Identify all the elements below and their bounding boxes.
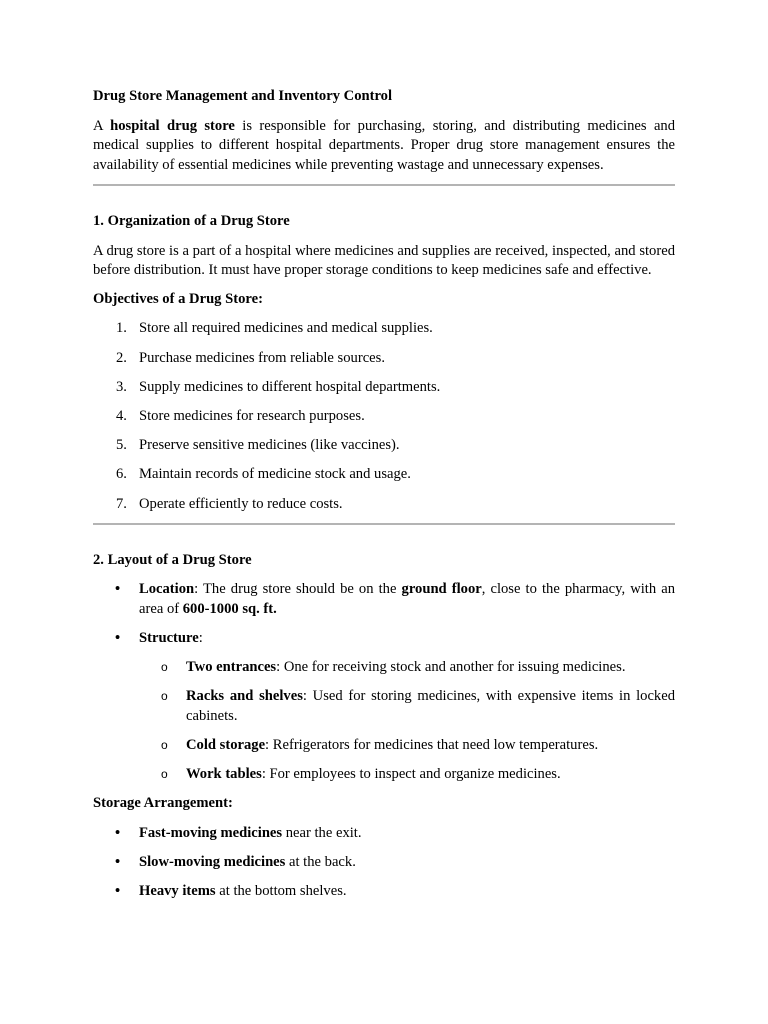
intro-pre: A <box>93 117 111 134</box>
structure-item-text: : Used for storing medicines, with expensive items in locked cabinets. <box>186 688 675 724</box>
structure-item <box>139 736 675 756</box>
storage-item <box>93 853 675 873</box>
storage-item-text: at the bottom shelves. <box>215 882 347 899</box>
location-text-1: : The drug store should be on the <box>194 581 402 598</box>
objective-number: 7. <box>116 495 127 512</box>
storage-item-label: Slow-moving medicines <box>139 853 286 870</box>
location-bold-2: 600-1000 sq. ft. <box>182 600 277 617</box>
section-2-heading: 2. Layout of a Drug Store <box>93 552 252 568</box>
objective-item <box>93 378 675 398</box>
objective-item <box>93 407 675 427</box>
objective-item <box>93 495 675 515</box>
structure-item-label: Cold storage <box>186 736 266 753</box>
intro-post: is responsible for purchasing, storing, and distributing medicines and medical supplies to different hospital departments. Proper drug store management ensures the availability of essential medicines while preventing wastage and unnecessary expenses. <box>93 117 676 173</box>
objective-text: Operate efficiently to reduce costs. <box>139 495 343 512</box>
storage-item-text: near the exit. <box>282 824 362 841</box>
bullet-icon: • <box>115 824 121 841</box>
layout-item-structure <box>93 629 675 785</box>
layout-item-location <box>93 580 675 619</box>
structure-item-label: Racks and shelves <box>186 688 303 705</box>
objective-text: Store medicines for research purposes. <box>139 407 365 424</box>
storage-list <box>93 824 675 902</box>
objective-number: 3. <box>116 378 127 395</box>
structure-item-label: Work tables <box>186 766 262 783</box>
circle-bullet-icon: o <box>161 660 168 675</box>
objective-text: Preserve sensitive medicines (like vaccines). <box>139 437 400 454</box>
structure-item <box>139 658 675 678</box>
storage-item <box>93 824 675 844</box>
structure-label: Structure <box>139 629 199 646</box>
structure-item <box>139 687 675 726</box>
document-content <box>93 87 675 911</box>
location-label: Location <box>139 581 195 598</box>
objectives-heading: Objectives of a Drug Store: <box>93 291 263 308</box>
storage-heading: Storage Arrangement: <box>93 795 233 812</box>
bullet-icon: • <box>115 853 121 870</box>
structure-item-text: : One for receiving stock and another for issuing medicines. <box>276 659 626 676</box>
storage-item-text: at the back. <box>285 853 356 870</box>
objective-text: Supply medicines to different hospital departments. <box>139 378 441 395</box>
objective-number: 2. <box>116 349 127 366</box>
structure-item-label: Two entrances <box>186 659 277 676</box>
section-divider <box>93 523 675 525</box>
location-bold-1: ground floor <box>401 581 482 598</box>
storage-item <box>93 882 675 902</box>
objective-text: Purchase medicines from reliable sources. <box>139 349 385 366</box>
structure-sublist <box>139 658 675 785</box>
objective-text: Maintain records of medicine stock and usage. <box>139 466 411 483</box>
objective-text: Store all required medicines and medical supplies. <box>139 320 433 337</box>
objective-number: 5. <box>116 437 127 454</box>
circle-bullet-icon: o <box>161 737 168 752</box>
objectives-list <box>93 319 675 514</box>
section-divider <box>93 184 675 186</box>
intro-paragraph <box>93 117 675 176</box>
structure-item-text: : Refrigerators for medicines that need low temperatures. <box>265 736 599 753</box>
section-1-heading: 1. Organization of a Drug Store <box>93 213 290 229</box>
objective-item <box>93 349 675 369</box>
bullet-icon: • <box>115 882 121 899</box>
structure-colon: : <box>198 629 203 646</box>
storage-item-label: Fast-moving medicines <box>139 824 283 841</box>
bullet-icon: • <box>115 581 121 598</box>
objective-item <box>93 436 675 456</box>
objective-number: 1. <box>116 320 127 337</box>
circle-bullet-icon: o <box>161 767 168 782</box>
objective-item <box>93 465 675 485</box>
bullet-icon: • <box>115 629 121 646</box>
layout-list <box>93 580 675 784</box>
structure-item <box>139 765 675 785</box>
objective-number: 4. <box>116 407 127 424</box>
objective-item <box>93 319 675 339</box>
circle-bullet-icon: o <box>161 689 168 704</box>
document-title: Drug Store Management and Inventory Control <box>93 88 393 104</box>
structure-item-text: : For employees to inspect and organize medicines. <box>261 766 561 783</box>
storage-item-label: Heavy items <box>139 882 216 899</box>
intro-bold: hospital drug store <box>110 117 235 134</box>
location-text-2: , close to the pharmacy, with an area of <box>139 581 676 617</box>
section-1-paragraph: A drug store is a part of a hospital where medicines and supplies are received, inspected, and stored before distribution. It must have proper storage conditions to keep medicines safe and effective. <box>93 242 675 278</box>
objective-number: 6. <box>116 466 127 483</box>
